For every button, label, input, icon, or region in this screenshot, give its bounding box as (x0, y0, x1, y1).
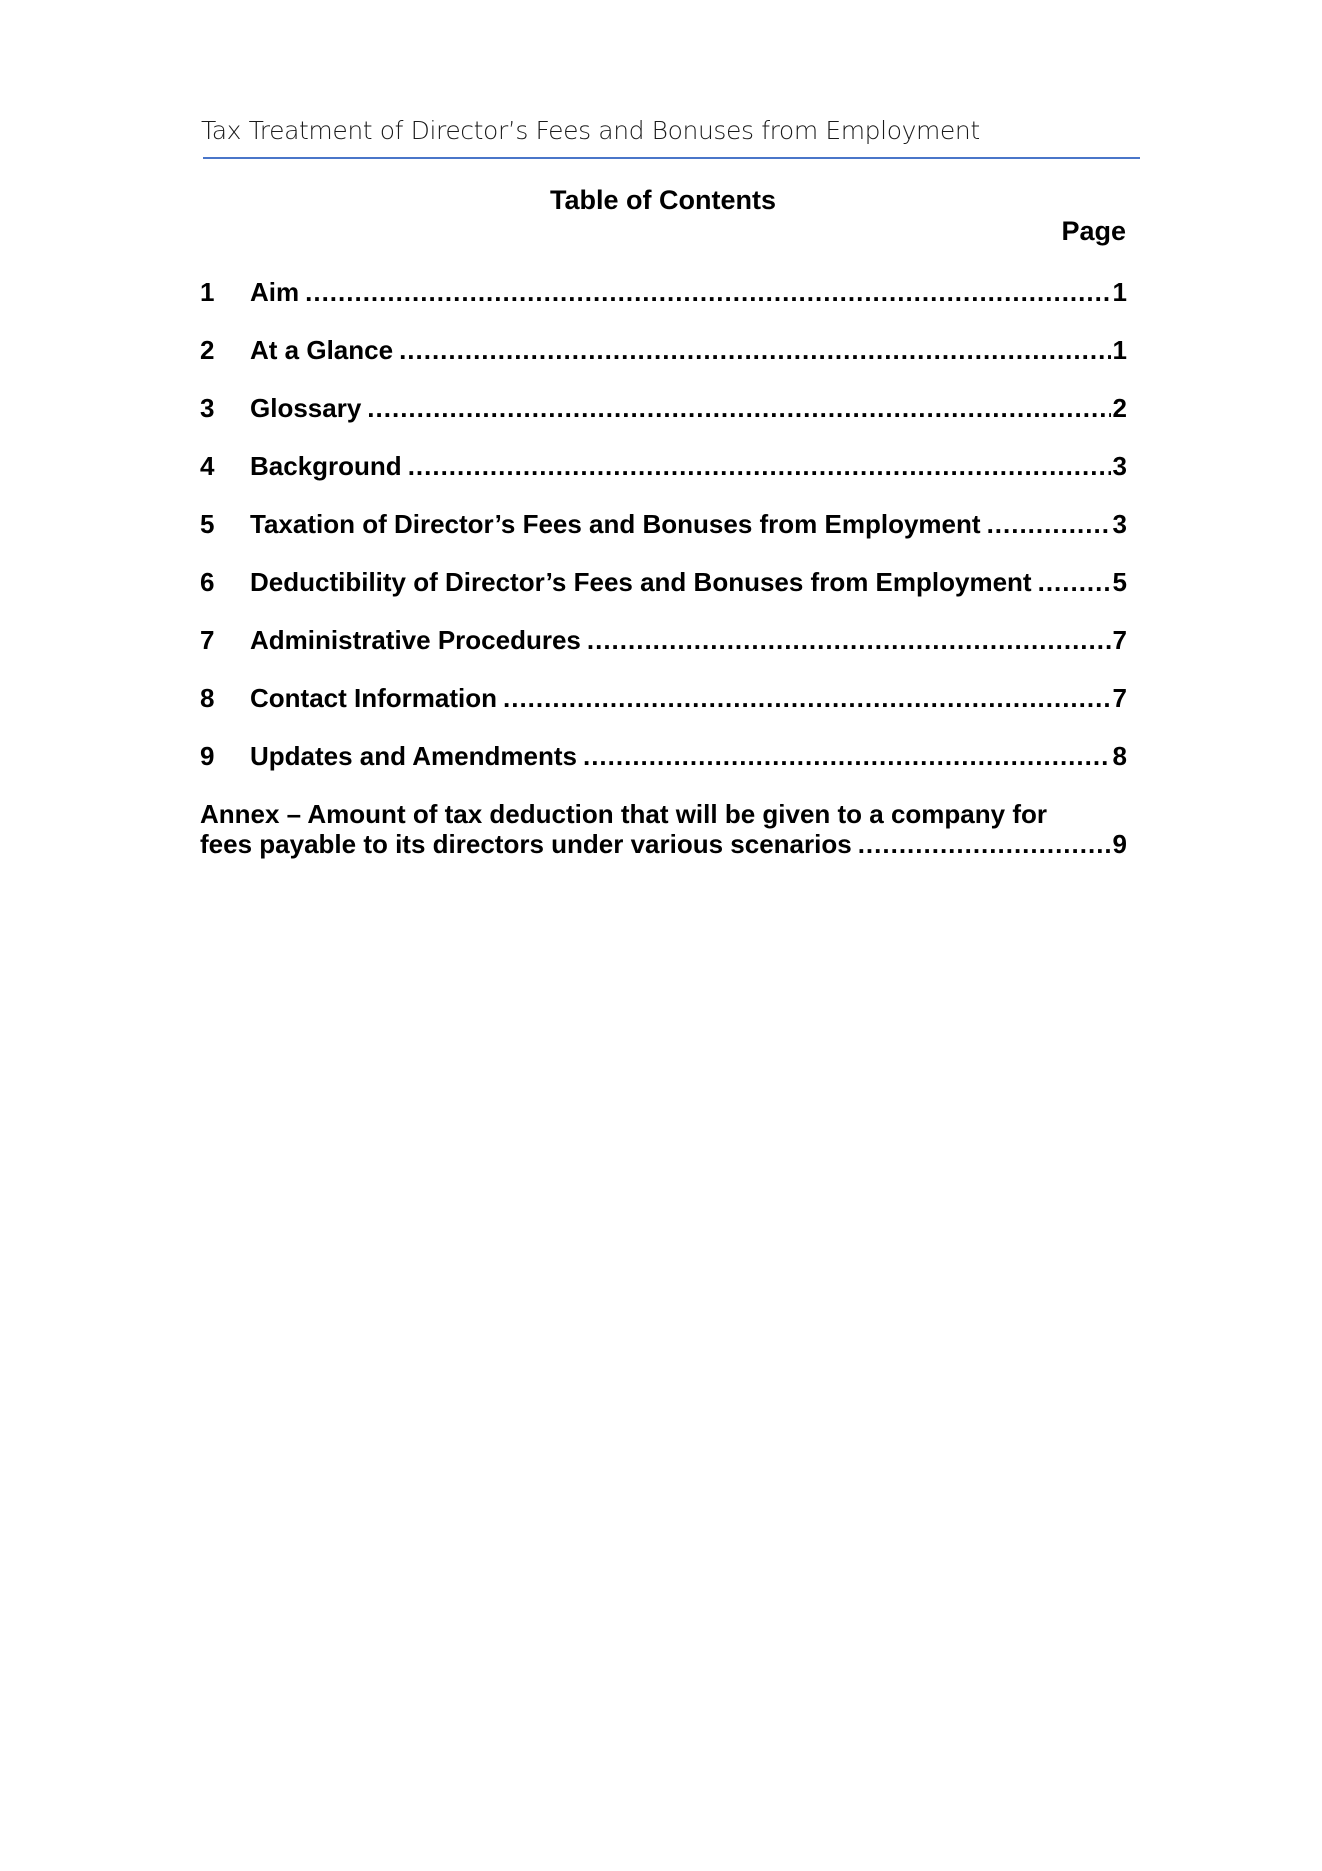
annex-line2 (200, 829, 1127, 859)
toc-entry-label: Aim (250, 277, 300, 307)
toc-entry-contact-information[interactable] (200, 683, 1127, 741)
toc-entry-administrative-procedures[interactable] (200, 625, 1127, 683)
toc-entry-glossary[interactable] (200, 393, 1127, 451)
toc-entry-number: 7 (200, 625, 215, 655)
toc-entry-number: 8 (200, 683, 215, 713)
toc-entry-number: 9 (200, 741, 215, 771)
toc-entry-page: 1 (1112, 335, 1127, 365)
toc-entry-number: 5 (200, 509, 215, 539)
annex-label-line2: fees payable to its directors under various scenarios (200, 829, 852, 859)
toc-entry-label: Administrative Procedures (250, 625, 581, 655)
toc-entry-deductibility[interactable] (200, 567, 1127, 625)
dot-leader (503, 683, 1111, 714)
dot-leader (587, 625, 1111, 656)
toc-entry-number: 1 (200, 277, 215, 307)
toc-entry-aim[interactable] (200, 277, 1127, 335)
dot-leader (399, 335, 1110, 366)
toc-entry-page: 2 (1112, 393, 1127, 423)
running-header: Tax Treatment of Director’s Fees and Bonuses from Employment (201, 116, 980, 145)
toc-entry-at-a-glance[interactable] (200, 335, 1127, 393)
toc-entry-label: Background (250, 451, 402, 481)
table-of-contents (200, 277, 1127, 859)
header-rule (203, 157, 1140, 159)
toc-entry-label: Updates and Amendments (250, 741, 577, 771)
dot-leader (305, 277, 1110, 308)
toc-entry-annex[interactable] (200, 799, 1127, 859)
annex-label-line1: Annex – Amount of tax deduction that will be given to a company for (200, 799, 1047, 829)
toc-entry-page: 5 (1112, 567, 1127, 597)
toc-entry-taxation[interactable] (200, 509, 1127, 567)
toc-entry-page: 8 (1112, 741, 1127, 771)
toc-entry-label: At a Glance (250, 335, 394, 365)
toc-entry-label: Contact Information (250, 683, 497, 713)
toc-entry-number: 3 (200, 393, 215, 423)
toc-entry-label: Glossary (250, 393, 362, 423)
dot-leader (987, 509, 1111, 540)
toc-entry-updates-and-amendments[interactable] (200, 741, 1127, 799)
toc-entry-number: 4 (200, 451, 215, 481)
toc-entry-page: 7 (1112, 625, 1127, 655)
toc-entry-page: 7 (1112, 683, 1127, 713)
toc-title: Table of Contents (550, 185, 776, 215)
dot-leader (408, 451, 1111, 482)
dot-leader (858, 829, 1111, 859)
toc-entry-number: 2 (200, 335, 215, 365)
toc-entry-background[interactable] (200, 451, 1127, 509)
toc-entry-page: 3 (1112, 509, 1127, 539)
toc-entry-number: 6 (200, 567, 215, 597)
toc-entry-label: Deductibility of Director’s Fees and Bonuses from Employment (250, 567, 1032, 597)
toc-entry-label: Taxation of Director’s Fees and Bonuses from Employment (250, 509, 981, 539)
dot-leader (583, 741, 1111, 772)
dot-leader (1038, 567, 1111, 598)
dot-leader (367, 393, 1110, 424)
toc-entry-page: 3 (1112, 451, 1127, 481)
toc-entry-page: 9 (1112, 829, 1127, 859)
page-column-label: Page (1061, 216, 1126, 246)
toc-entry-page: 1 (1112, 277, 1127, 307)
